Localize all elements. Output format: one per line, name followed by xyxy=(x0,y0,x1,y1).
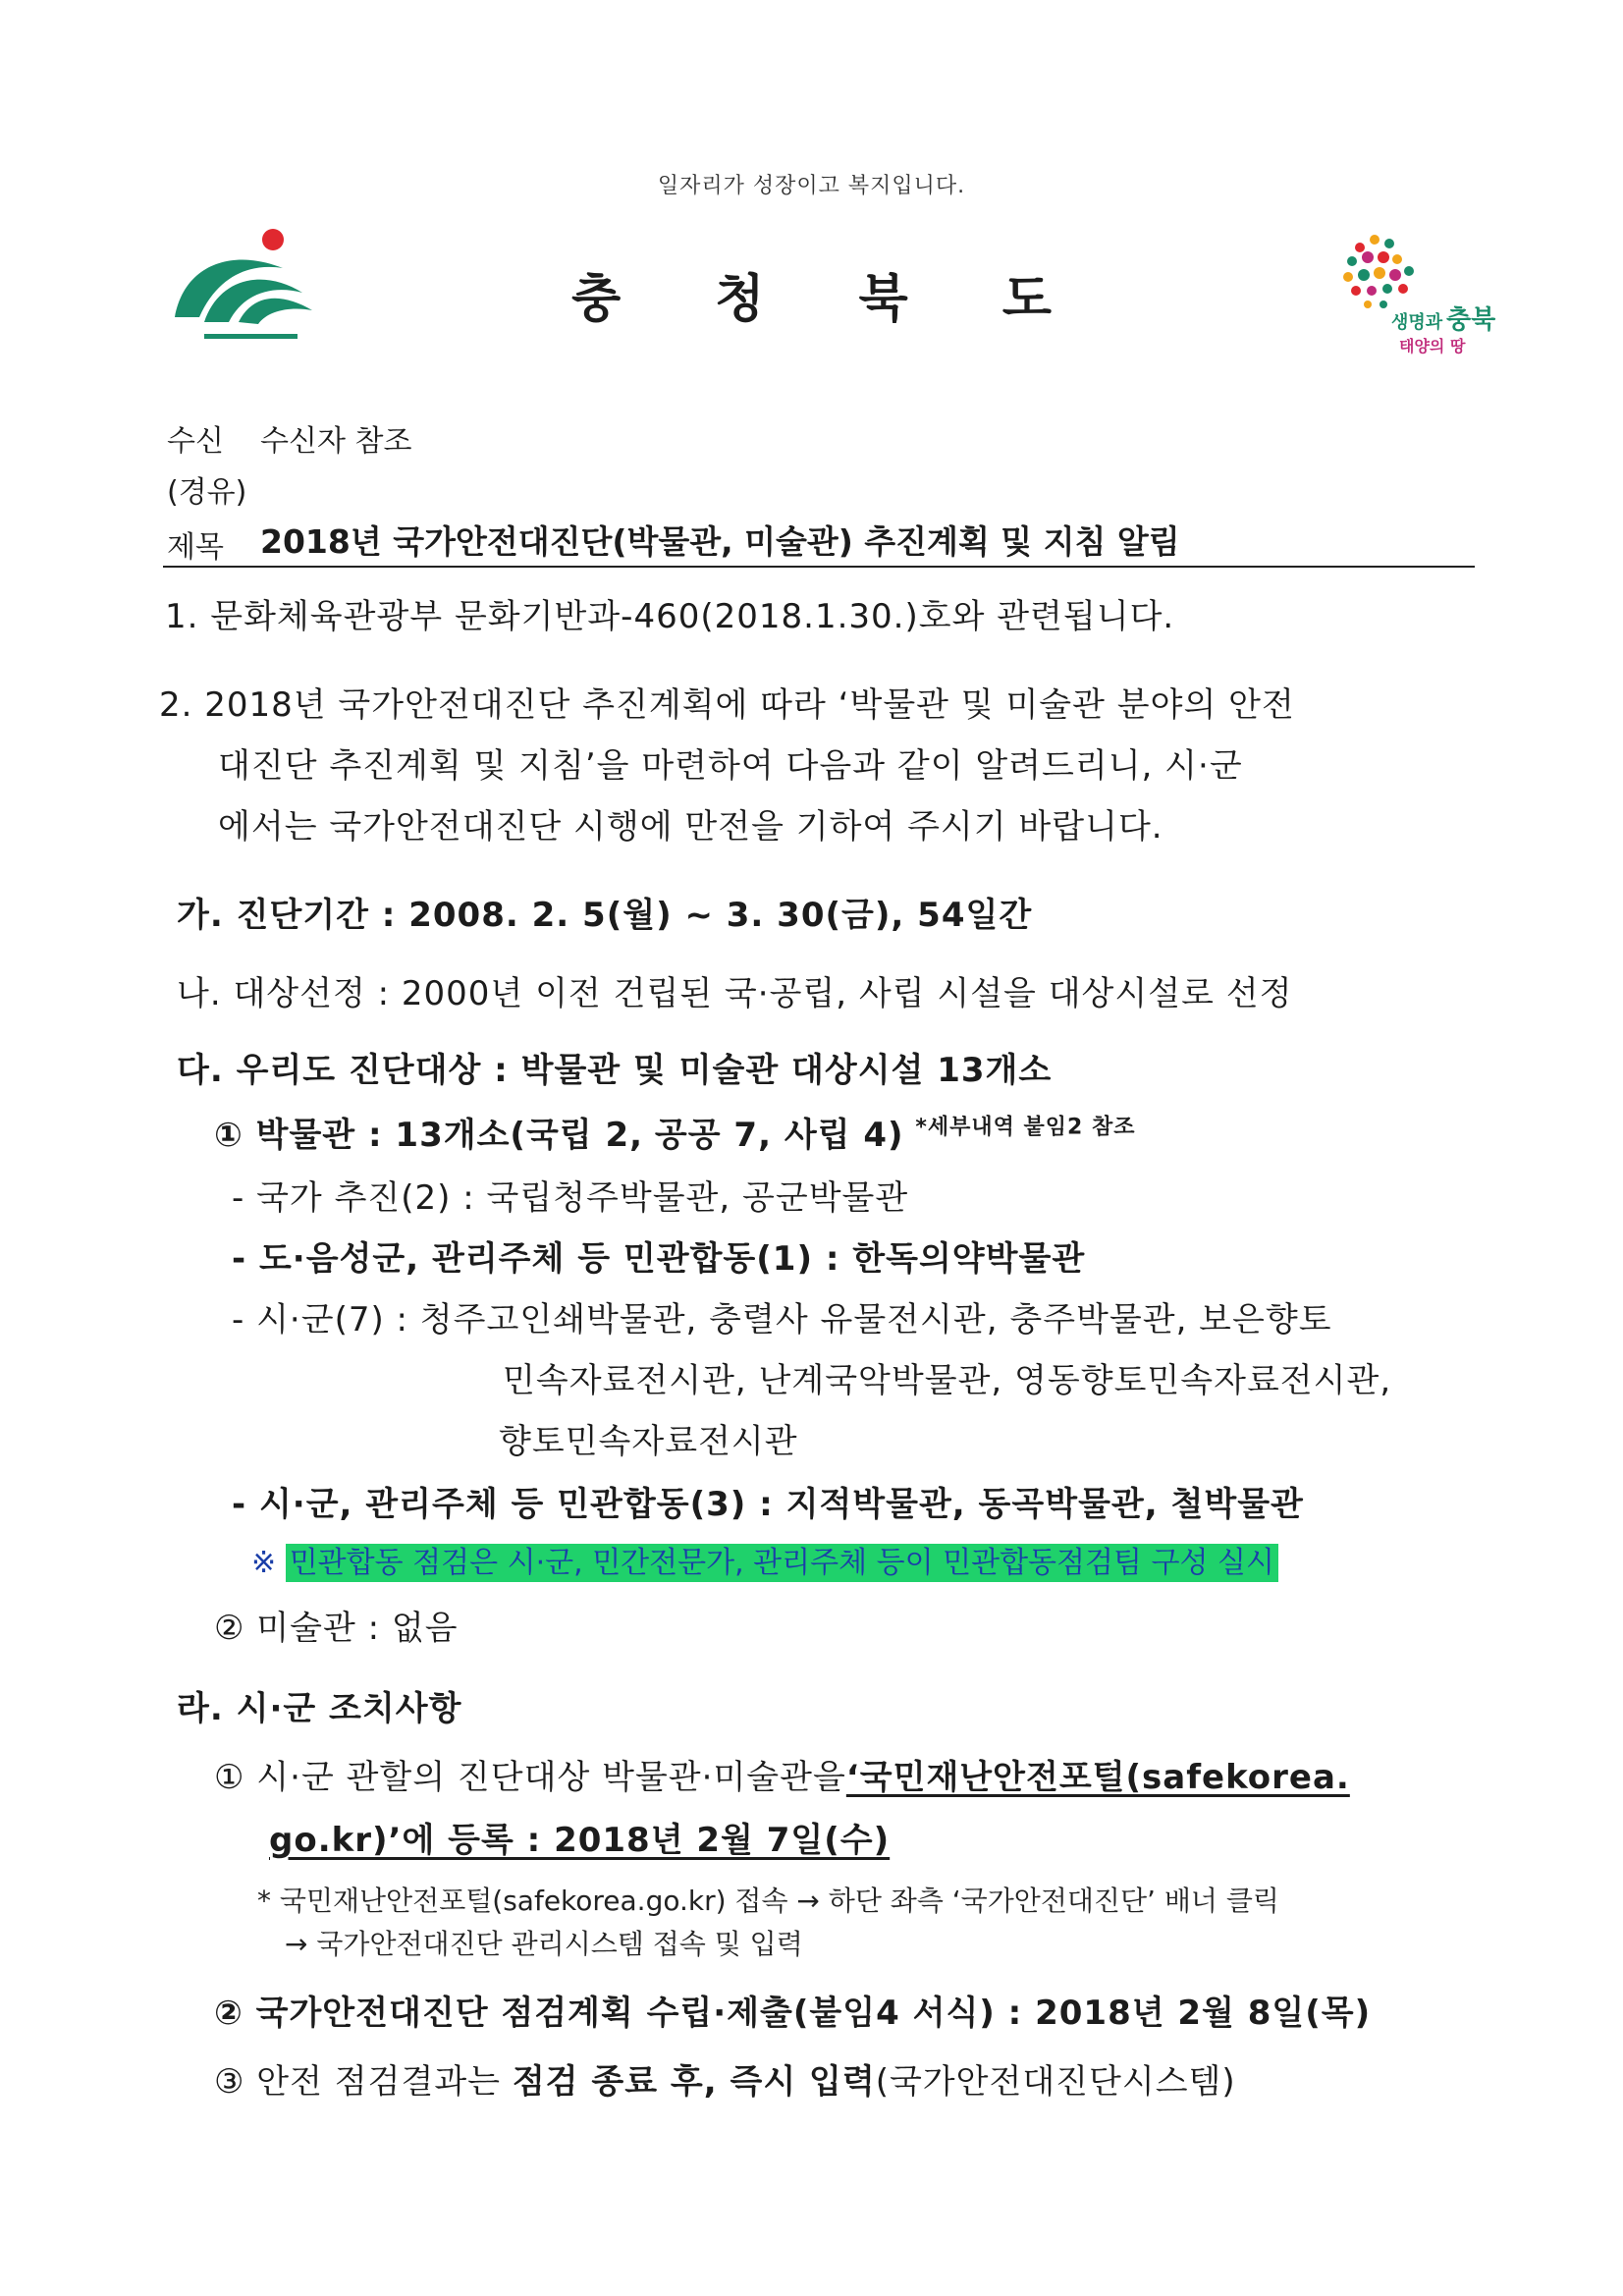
svg-text:충북: 충북 xyxy=(1446,305,1496,335)
item-da-1-city-line-1: - 시·군(7) : 청주고인쇄박물관, 충렬사 유물전시관, 충주박물관, 보은향토 xyxy=(232,1300,1332,1339)
item-ra-2: ② 국가안전대진단 점검계획 수립·제출(붙임4 서식) : 2018년 2월 8일(목) xyxy=(214,1994,1372,2033)
subject-label: 제목 xyxy=(167,530,224,565)
recipient-value: 수신자 참조 xyxy=(260,424,412,459)
museum-count-cont: 공공 7, 사립 4) xyxy=(654,1116,904,1155)
item-da-1-joint-1: - 도·음성군, 관리주체 등 민관합동(1) : 한독의약박물관 xyxy=(232,1239,1086,1279)
subject-divider xyxy=(163,566,1475,568)
item-ra-1-note-2: → 국가안전대진단 관리시스템 접속 및 입력 xyxy=(285,1928,803,1960)
org-char: 충 xyxy=(571,270,622,329)
paragraph-2-line-2: 대진단 추진계획 및 지침’을 마련하여 다음과 같이 알려드리니, 시·군 xyxy=(218,746,1243,786)
museum-count: ① 박물관 : 13개소(국립 2, xyxy=(214,1116,644,1155)
item-da-1-joint-3: - 시·군, 관리주체 등 민관합동(3) : 지적박물관, 동곡박물관, 철박물관 xyxy=(232,1485,1304,1524)
subject-value: 2018년 국가안전대진단(박물관, 미술관) 추진계획 및 지침 알림 xyxy=(260,522,1180,561)
remark-mark: ※ xyxy=(251,1546,277,1580)
remark-highlight: 민관합동 점검은 시·군, 민간전문가, 관리주체 등이 민관합동점검팀 구성 실시 xyxy=(286,1544,1278,1582)
item-ra xyxy=(177,1681,461,1729)
org-char: 도 xyxy=(1001,270,1052,329)
item-ra-1-portal: ‘국민재난안전포털(safekorea. xyxy=(845,1758,1350,1797)
paragraph-2-line-1: 2. 2018년 국가안전대진단 추진계획에 따라 ‘박물관 및 미술관 분야의 안전 xyxy=(159,685,1295,725)
item-ra-3 xyxy=(214,2054,1236,2103)
item-ra-3-a: ③ 안전 점검결과는 xyxy=(214,2062,502,2102)
motto: 일자리가 성장이고 복지입니다. xyxy=(657,174,966,198)
item-da-1-city-line-3: 향토민속자료전시관 xyxy=(499,1422,798,1461)
item-ra-1-note-1: * 국민재난안전포털(safekorea.go.kr) 접속 → 하단 좌측 ‘국가안전대진단’ 배너 클릭 xyxy=(257,1885,1279,1917)
item-ra-3-b: 점검 종료 후, 즉시 입력 xyxy=(512,2062,876,2102)
item-ra-1-line-1 xyxy=(214,1750,1350,1798)
item-ga: 가. 진단기간 : 2008. 2. 5(월) ~ 3. 30(금), 54일간 xyxy=(177,896,1033,935)
item-da-1-city-line-2: 민속자료전시관, 난계국악박물관, 영동향토민속자료전시관, xyxy=(503,1361,1392,1400)
item-da: 다. 우리도 진단대상 : 박물관 및 미술관 대상시설 13개소 xyxy=(177,1051,1053,1090)
paragraph-1: 1. 문화체육관광부 문화기반과-460(2018.1.30.)호와 관련됩니다. xyxy=(165,597,1175,636)
item-ra-1-line-2: go.kr)’에 등록 : 2018년 2월 7일(수) xyxy=(269,1821,891,1860)
item-ra-title: 라. 시·군 조치사항 xyxy=(177,1689,462,1728)
org-char: 청 xyxy=(715,270,765,329)
item-da-1-remark xyxy=(251,1538,1278,1581)
item-da-1 xyxy=(214,1108,1136,1156)
via-label: (경유) xyxy=(167,475,247,510)
item-ra-1-text: ① 시·군 관할의 진단대상 박물관·미술관을 xyxy=(214,1758,846,1797)
slogan-logo xyxy=(1321,218,1496,365)
item-na: 나. 대상선정 : 2000년 이전 건립된 국·공립, 사립 시설을 대상시설로 선정 xyxy=(177,974,1293,1013)
item-da-1-national: - 국가 추진(2) : 국립청주박물관, 공군박물관 xyxy=(232,1178,909,1218)
paragraph-2-line-3: 에서는 국가안전대진단 시행에 만전을 기하여 주시기 바랍니다. xyxy=(218,807,1163,847)
item-ra-3-c: (국가안전대진단시스템) xyxy=(875,2062,1236,2102)
item-da-2: ② 미술관 : 없음 xyxy=(214,1609,459,1648)
museum-footnote: *세부내역 붙임2 참조 xyxy=(915,1115,1136,1140)
org-char: 북 xyxy=(858,270,908,329)
recipient-label: 수신 xyxy=(167,424,224,459)
svg-text:생명과: 생명과 xyxy=(1391,312,1443,333)
svg-text:태양의 땅: 태양의 땅 xyxy=(1399,337,1466,355)
